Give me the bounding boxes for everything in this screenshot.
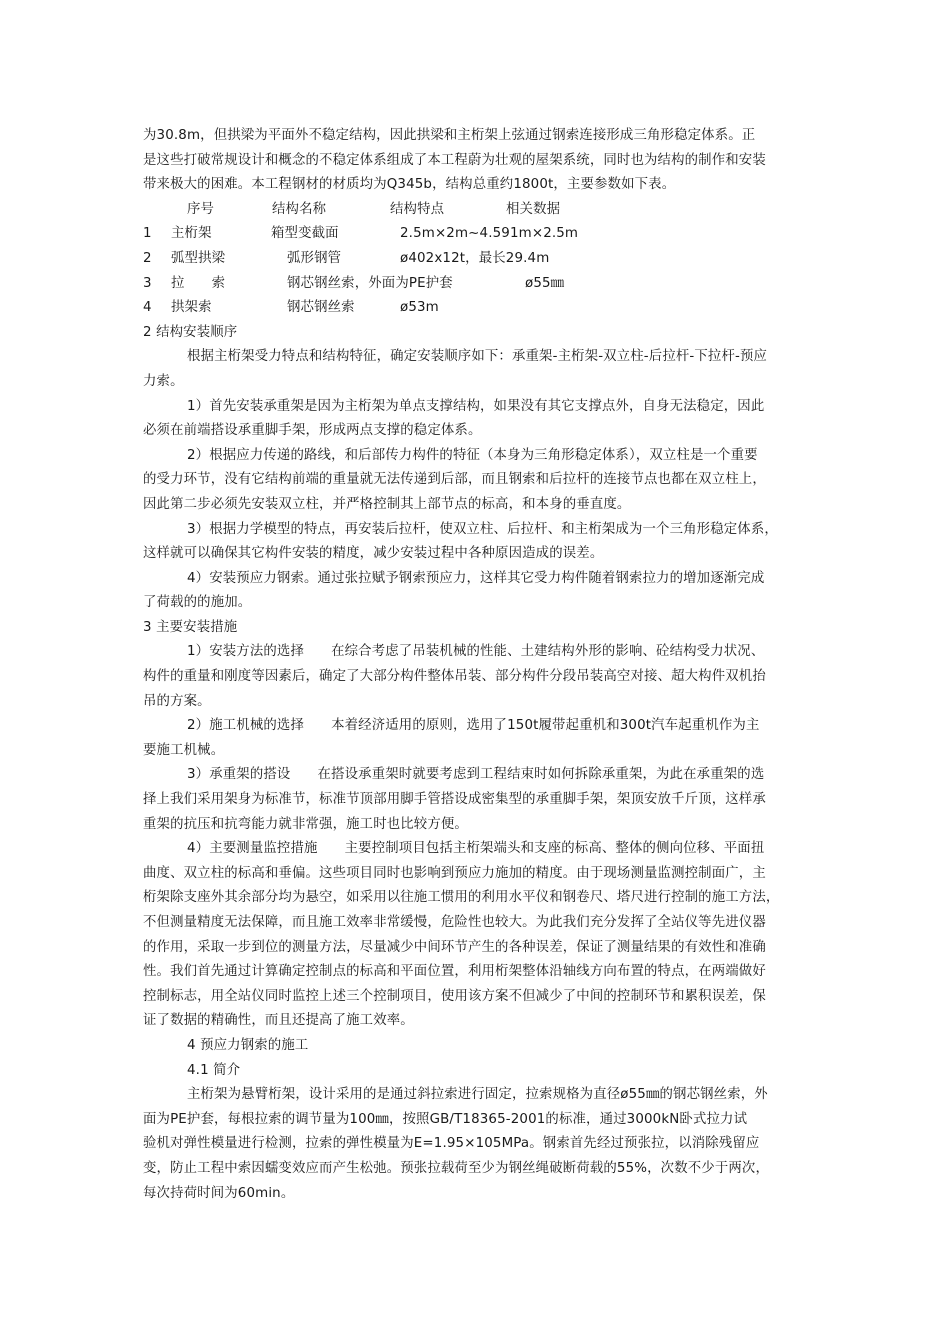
header-cell: 相关数据 bbox=[506, 201, 561, 217]
paragraph-line: 不但测量精度无法保障，而且施工效率非常缓慢，危险性也较大。为此我们充分发挥了全站仪等先进仪器 bbox=[143, 915, 766, 930]
paragraph-line: 择上我们采用架身为标准节，标准节顶部用脚手管搭设成密集型的承重脚手架，架顶安放千斤顶，这样承 bbox=[143, 792, 766, 808]
table-cell: 钢芯钢丝索，外面为PE护套 bbox=[287, 275, 453, 291]
paragraph-line: 吊的方案。 bbox=[143, 693, 211, 709]
table-cell: ø55㎜ bbox=[525, 275, 565, 291]
paragraph-line: 面为PE护套，每根拉索的调节量为100㎜，按照GB/T18365-2001的标准，通过3000kN卧式拉力试 bbox=[143, 1111, 748, 1127]
paragraph-line: 3）根据力学模型的特点，再安装后拉杆，使双立柱、后拉杆、和主桁架成为一个三角形稳定体系， bbox=[187, 521, 778, 537]
table-cell: ø53m bbox=[400, 300, 439, 316]
table-cell: 3 bbox=[143, 275, 152, 291]
paragraph-line: 控制标志，用全站仪同时监控上述三个控制项目，使用该方案不但减少了中间的控制环节和累积误差，保 bbox=[143, 988, 766, 1004]
paragraph-line: 1）首先安装承重架是因为主桁架为单点支撑结构，如果没有其它支撑点外，自身无法稳定，因此 bbox=[187, 398, 765, 414]
paragraph-line: 1）安装方法的选择 在综合考虑了吊装机械的性能、土建结构外形的影响、砼结构受力状况、 bbox=[187, 644, 765, 660]
paragraph-line: 重架的抗压和抗弯能力就非常强，施工时也比较方便。 bbox=[143, 816, 468, 832]
paragraph-line: 的受力环节，没有它结构前端的重量就无法传递到后部，而且钢索和后拉杆的连接节点也都在双立柱上， bbox=[143, 472, 766, 488]
paragraph-line: 3）承重架的搭设 在搭设承重架时就要考虑到工程结束时如何拆除承重架，为此在承重架的选 bbox=[187, 767, 765, 783]
table-cell: ø402x12t，最长29.4m bbox=[400, 250, 550, 266]
table-cell: 1 bbox=[143, 226, 152, 242]
table-row bbox=[143, 296, 818, 321]
paragraph-line: 主桁架为悬臂桁架，设计采用的是通过斜拉索进行固定，拉索规格为直径ø55㎜的钢芯钢丝索，外 bbox=[187, 1087, 768, 1103]
paragraph-line: 变，防止工程中索因蠕变效应而产生松弛。预张拉载荷至少为钢丝绳破断荷载的55%，次数不少于两次， bbox=[143, 1160, 769, 1176]
table-cell: 箱型变截面 bbox=[271, 226, 339, 242]
paragraph-line: 力索。 bbox=[143, 373, 184, 389]
paragraph-line: 验机对弹性模量进行检测，拉索的弹性模量为E=1.95×105MPa。钢索首先经过预张拉，以消除残留应 bbox=[143, 1136, 760, 1152]
paragraph-line: 构件的重量和刚度等因素后，确定了大部分构件整体吊装、部分构件分段吊装高空对接、超大构件双机抬 bbox=[143, 669, 766, 685]
table-cell: 主桁架 bbox=[171, 226, 212, 242]
paragraph-line: 根据主桁架受力特点和结构特征，确定安装顺序如下：承重架-主桁架-双立柱-后拉杆-下拉杆-预应 bbox=[187, 349, 768, 365]
subsection-heading: 4.1 简介 bbox=[187, 1062, 241, 1078]
paragraph-line: 的作用，采取一步到位的测量方法，尽量减少中间环节产生的各种误差，保证了测量结果的有效性和准确 bbox=[143, 939, 766, 955]
section-heading: 4 预应力钢索的施工 bbox=[187, 1037, 309, 1053]
paragraph-line: 2）施工机械的选择 本着经济适用的原则，选用了150t履带起重机和300t汽车起重机作为主 bbox=[187, 718, 760, 734]
paragraph-line: 4）安装预应力钢索。通过张拉赋予钢索预应力，这样其它受力构件随着钢索拉力的增加逐渐完成 bbox=[187, 570, 765, 586]
header-cell: 结构特点 bbox=[390, 201, 445, 217]
header-cell: 结构名称 bbox=[272, 201, 327, 217]
paragraph-line: 了荷载的的施加。 bbox=[143, 595, 252, 611]
table-header bbox=[143, 198, 818, 223]
paragraph-line: 带来极大的困难。本工程钢材的材质均为Q345b，结构总重约1800t，主要参数如下表。 bbox=[143, 177, 676, 193]
table-cell: 钢芯钢丝索 bbox=[287, 300, 355, 316]
paragraph-line: 必须在前端搭设承重脚手架，形成两点支撑的稳定体系。 bbox=[143, 423, 482, 439]
paragraph-line: 是这些打破常规设计和概念的不稳定体系组成了本工程蔚为壮观的屋架系统，同时也为结构的制作和安装 bbox=[143, 152, 766, 168]
table-row bbox=[143, 272, 818, 297]
table-cell: 拱架索 bbox=[171, 300, 212, 316]
paragraph-line: 要施工机械。 bbox=[143, 742, 225, 758]
paragraph-line: 2）根据应力传递的路线，和后部传力构件的特征（本身为三角形稳定体系），双立柱是一个重要 bbox=[187, 447, 758, 463]
paragraph-line: 因此第二步必须先安装双立柱，并严格控制其上部节点的标高，和本身的垂直度。 bbox=[143, 496, 631, 512]
section-heading: 2 结构安装顺序 bbox=[143, 324, 238, 340]
paragraph-line: 桁架除支座外其余部分均为悬空，如采用以往施工惯用的利用水平仪和钢卷尺、塔尺进行控制的施工方法， bbox=[143, 890, 780, 906]
table-cell: 2 bbox=[143, 250, 152, 266]
table-cell: 4 bbox=[143, 300, 152, 316]
paragraph-line: 为30.8m，但拱梁为平面外不稳定结构，因此拱梁和主桁架上弦通过钢索连接形成三角形稳定体系。正 bbox=[143, 128, 756, 143]
table-cell: 拉 索 bbox=[171, 275, 226, 291]
paragraph-line: 性。我们首先通过计算确定控制点的标高和平面位置，利用桁架整体沿轴线方向布置的特点，在两端做好 bbox=[143, 964, 766, 980]
document-body bbox=[143, 124, 818, 1206]
header-cell: 序号 bbox=[187, 201, 215, 217]
paragraph-line: 证了数据的精确性，而且还提高了施工效率。 bbox=[143, 1013, 414, 1029]
table-row bbox=[143, 222, 818, 247]
table-cell: 弧形钢管 bbox=[287, 250, 342, 266]
section-heading: 3 主要安装措施 bbox=[143, 619, 238, 635]
paragraph-line: 曲度、双立柱的标高和垂偏。这些项目同时也影响到预应力施加的精度。由于现场测量监测控制面广，主 bbox=[143, 865, 766, 881]
paragraph-line: 每次持荷时间为60min。 bbox=[143, 1185, 295, 1201]
table-cell: 弧型拱梁 bbox=[171, 250, 226, 266]
paragraph-line: 4）主要测量监控措施 主要控制项目包括主桁架端头和支座的标高、整体的侧向位移、平面扭 bbox=[187, 841, 765, 857]
paragraph-line: 这样就可以确保其它构件安装的精度，减少安装过程中各种原因造成的误差。 bbox=[143, 546, 604, 562]
table-row bbox=[143, 247, 818, 272]
table-cell: 2.5m×2m~4.591m×2.5m bbox=[400, 226, 579, 242]
